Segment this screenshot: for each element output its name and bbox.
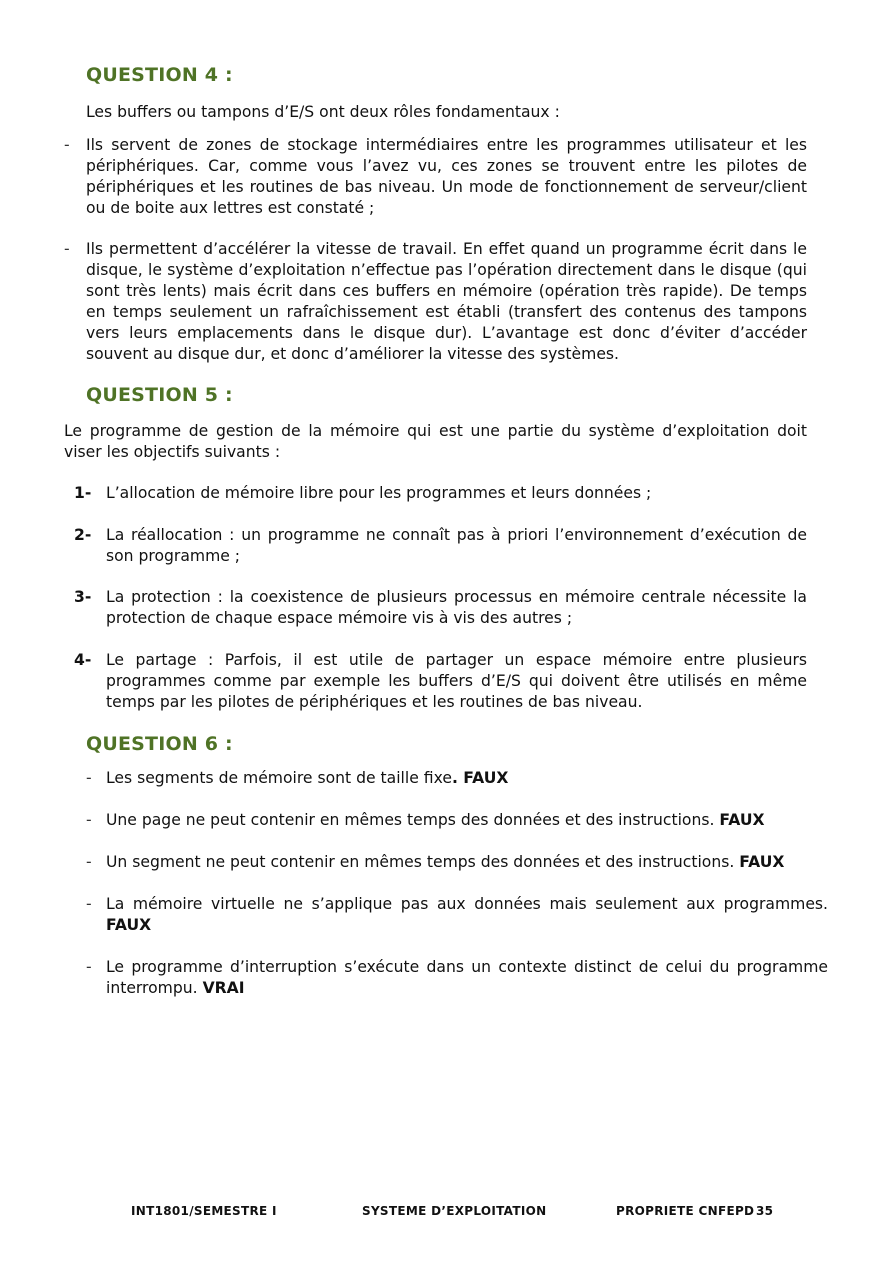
bullet-dash: -: [86, 958, 92, 976]
question-4-item-1: Ils servent de zones de stockage intermédiaires entre les programmes utilisateur et les périphériques. Car, comme vous l’avez vu, ces zones se trouvent entre les pilotes de périphériques et les routines de bas niveau. Un mode de fonctionnement de serveur/client ou de boite aux lettres est constaté ;: [86, 136, 807, 217]
question-5-item-3: La protection : la coexistence de plusieurs processus en mémoire centrale nécessite la protection de chaque espace mémoire vis à vis des autres ;: [106, 588, 807, 627]
question-5-item-4: Le partage : Parfois, il est utile de partager un espace mémoire entre plusieurs programmes comme par exemple les buffers d’E/S qui doivent être utilisés en même temps par les pilotes de périphériques et les routines de bas niveau.: [106, 651, 807, 711]
question-4-title: QUESTION 4 :: [86, 64, 233, 86]
question-6-title: QUESTION 6 :: [86, 733, 233, 755]
bullet-dash: -: [64, 240, 70, 258]
bullet-dash: -: [86, 811, 92, 829]
question-4-item-2: Ils permettent d’accélérer la vitesse de travail. En effet quand un programme écrit dans le disque, le système d’exploitation n’effectue pas l’opération directement dans le disque (qui sont très lents) mais écrit dans ces buffers en mémoire (opération très rapide). De temps en temps seulement un rafraîchissement est établi (transfert des contenus des tampons vers leurs emplacements dans le disque dur). L’avantage est donc d’éviter d’accéder souvent au disque dur, et donc d’améliorer la vitesse des systèmes.: [86, 240, 807, 363]
question-5-title: QUESTION 5 :: [86, 384, 233, 406]
bullet-dash: -: [86, 853, 92, 871]
bullet-dash: -: [64, 136, 70, 154]
answer-label: FAUX: [719, 811, 765, 829]
question-6-item-2: Une page ne peut contenir en mêmes temps des données et des instructions. FAUX: [106, 811, 765, 829]
question-4-intro: Les buffers ou tampons d’E/S ont deux rôles fondamentaux :: [86, 103, 560, 121]
footer-subject: SYSTEME D’EXPLOITATION: [362, 1204, 547, 1218]
footer-course: INT1801/SEMESTRE I: [131, 1204, 277, 1218]
bullet-dash: -: [86, 769, 92, 787]
list-number: 2-: [74, 526, 92, 544]
answer-label: . FAUX: [451, 769, 509, 787]
list-number: 3-: [74, 588, 92, 606]
footer-owner: PROPRIETE CNFEPD: [616, 1204, 755, 1218]
question-5-item-1: L’allocation de mémoire libre pour les programmes et leurs données ;: [106, 484, 652, 502]
question-5-intro: Le programme de gestion de la mémoire qui est une partie du système d’exploitation doit viser les objectifs suivants :: [64, 422, 807, 461]
answer-label: VRAI: [202, 979, 245, 997]
list-number: 4-: [74, 651, 92, 669]
question-6-item-4: La mémoire virtuelle ne s’applique pas aux données mais seulement aux programmes. FAUX: [106, 895, 828, 934]
list-number: 1-: [74, 484, 92, 502]
answer-label: FAUX: [106, 916, 152, 934]
question-6-item-3: Un segment ne peut contenir en mêmes temps des données et des instructions. FAUX: [106, 853, 785, 871]
question-5-item-2: La réallocation : un programme ne connaît pas à priori l’environnement d’exécution de son programme ;: [106, 526, 807, 565]
answer-label: FAUX: [739, 853, 785, 871]
question-6-item-5: Le programme d’interruption s’exécute dans un contexte distinct de celui du programme interrompu. VRAI: [106, 958, 828, 997]
question-6-item-1: Les segments de mémoire sont de taille fixe. FAUX: [106, 769, 509, 787]
page-number: 35: [756, 1204, 774, 1218]
bullet-dash: -: [86, 895, 92, 913]
